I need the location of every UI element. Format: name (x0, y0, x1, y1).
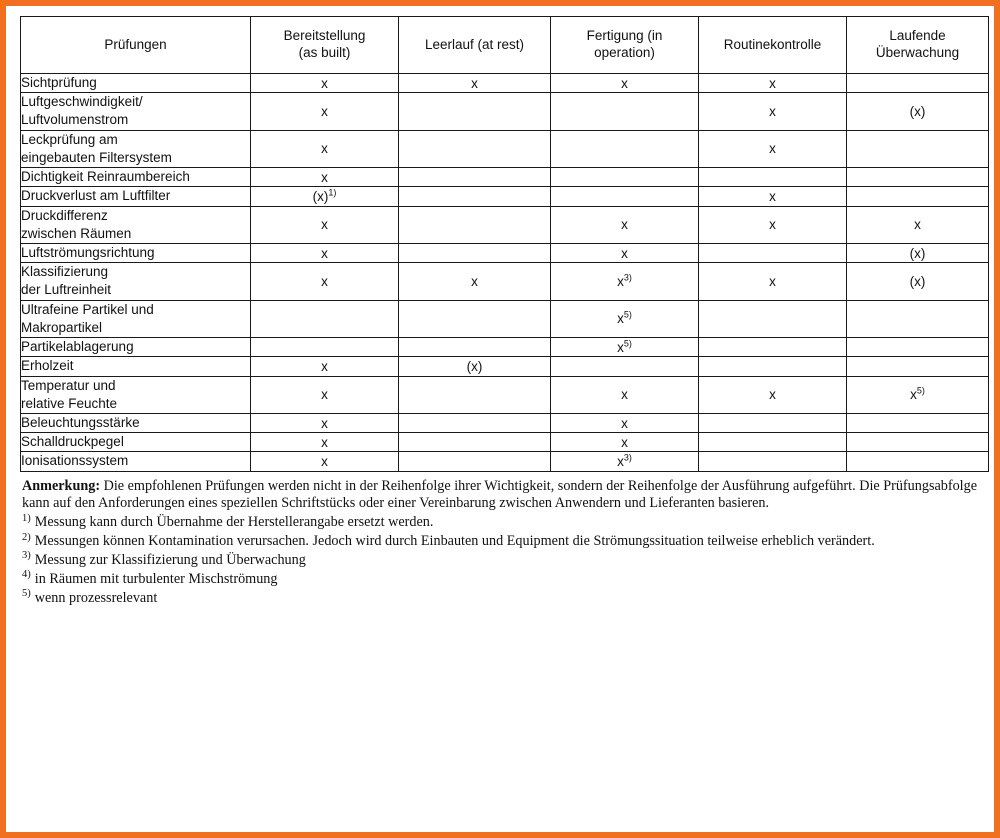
column-header-bereitstellung-line2: (as built) (298, 45, 351, 60)
note-anmerkung-text: Die empfohlenen Prüfungen werden nicht in der Reihenfolge ihrer Wichtigkeit, sondern der Reihenfolge der Ausführung aufgeführt. Die Prüfungsabfolge kann auf den Anforderungen eines speziellen Schriftstücks oder einer Vereinbarung zwischen Anwendern und Lieferanten basieren. (22, 477, 978, 512)
row-label-line: Druckverlust am Luftfilter (21, 188, 171, 204)
mark-value: x (321, 453, 328, 469)
mark-value: x (769, 103, 776, 119)
row-label-cell (21, 187, 251, 206)
mark-cell (251, 130, 399, 167)
mark-value: (x) (909, 273, 926, 289)
footnote-text: wenn prozessrelevant (34, 589, 158, 606)
mark-cell (847, 243, 989, 262)
mark-value: x (321, 169, 328, 185)
mark-cell (699, 357, 847, 376)
mark-cell (551, 168, 699, 187)
mark-cell (399, 206, 551, 243)
row-label-cell (21, 357, 251, 376)
column-header-laufende-ueberwachung (847, 17, 989, 74)
mark-cell (699, 263, 847, 300)
mark-cell (251, 168, 399, 187)
mark-cell (399, 338, 551, 357)
mark-value: (x) (909, 103, 926, 119)
mark-cell (251, 187, 399, 206)
mark-cell (399, 433, 551, 452)
row-label-line: der Luftreinheit (21, 282, 112, 298)
mark-cell (551, 93, 699, 130)
mark-value: x (621, 415, 628, 431)
column-header-routinekontrolle-line1: Routinekontrolle (723, 36, 822, 52)
mark-value: x (769, 188, 776, 204)
row-label-cell (21, 433, 251, 452)
mark-cell (847, 168, 989, 187)
mark-value: x (769, 141, 776, 157)
column-header-pruefungen (21, 17, 251, 74)
mark-cell (399, 376, 551, 413)
mark-superscript: 5) (916, 385, 925, 396)
mark-value: x (321, 217, 328, 233)
mark-cell (399, 413, 551, 432)
mark-superscript: 5) (623, 309, 632, 320)
table-row (21, 452, 989, 471)
row-label-line: Temperatur und (21, 377, 116, 393)
footnote-marker: 1) (22, 512, 31, 524)
row-label-line: eingebauten Filtersystem (21, 149, 172, 165)
mark-cell (699, 243, 847, 262)
mark-cell (699, 93, 847, 130)
table-row (21, 300, 989, 337)
footnote-text: in Räumen mit turbulenter Mischströmung (34, 571, 278, 588)
mark-value: x (471, 273, 478, 289)
table-row (21, 168, 989, 187)
footnote-item (22, 514, 984, 532)
row-label-line: Luftströmungsrichtung (21, 244, 155, 260)
mark-value: x (621, 434, 628, 450)
row-label-line: Dichtigkeit Reinraumbereich (21, 169, 190, 185)
mark-value: x (769, 387, 776, 403)
table-row (21, 433, 989, 452)
row-label-line: Beleuchtungsstärke (21, 414, 140, 430)
column-header-bereitstellung (251, 17, 399, 74)
footnote-marker: 3) (22, 550, 31, 562)
row-label-line: Schalldruckpegel (21, 434, 124, 450)
mark-cell (551, 338, 699, 357)
mark-value: x (621, 217, 628, 233)
row-label-line: Erholzeit (21, 358, 74, 374)
footnote-item (22, 552, 984, 570)
column-header-laufende-ueberwachung-line2: Überwachung (875, 45, 960, 60)
table-row (21, 413, 989, 432)
mark-cell (847, 74, 989, 93)
cleanroom-test-matrix-table (20, 16, 989, 472)
mark-cell (251, 452, 399, 471)
mark-cell (551, 263, 699, 300)
footnote-marker: 5) (22, 588, 31, 600)
row-label-cell (21, 413, 251, 432)
mark-cell (847, 452, 989, 471)
column-header-laufende-ueberwachung-line1: Laufende (889, 28, 946, 44)
mark-cell (399, 187, 551, 206)
column-header-leerlauf-line1: Leerlauf (at rest) (424, 36, 525, 52)
mark-cell (399, 357, 551, 376)
column-header-bereitstellung-line1: Bereitstellung (283, 28, 366, 44)
mark-cell (551, 433, 699, 452)
mark-superscript: 5) (623, 338, 632, 349)
row-label-cell (21, 74, 251, 93)
mark-cell (847, 413, 989, 432)
mark-value: x (321, 358, 328, 374)
mark-cell (551, 357, 699, 376)
mark-cell (847, 300, 989, 337)
row-label-line: Druckdifferenz (21, 207, 108, 223)
row-label-cell (21, 452, 251, 471)
table-row (21, 376, 989, 413)
mark-value: x (321, 103, 328, 119)
table-row (21, 243, 989, 262)
mark-value: x (321, 141, 328, 157)
mark-cell (251, 357, 399, 376)
footnote-item (22, 571, 984, 589)
mark-cell (551, 187, 699, 206)
mark-cell (551, 130, 699, 167)
row-label-cell (21, 168, 251, 187)
mark-cell (399, 74, 551, 93)
mark-cell (847, 93, 989, 130)
notes-section (22, 478, 984, 608)
table-row (21, 338, 989, 357)
mark-cell (847, 338, 989, 357)
row-label-line: Klassifizierung (21, 264, 109, 280)
mark-cell (399, 263, 551, 300)
mark-cell (251, 376, 399, 413)
footnote-marker: 4) (22, 569, 31, 581)
column-header-routinekontrolle (699, 17, 847, 74)
row-label-line: Sichtprüfung (21, 75, 97, 90)
mark-cell (699, 187, 847, 206)
mark-cell (399, 130, 551, 167)
footnote-marker: 2) (22, 531, 31, 543)
mark-cell (847, 263, 989, 300)
mark-value: x (621, 387, 628, 403)
mark-cell (699, 338, 847, 357)
row-label-line: Makropartikel (21, 319, 103, 335)
mark-cell (551, 300, 699, 337)
mark-value: x (617, 453, 624, 469)
note-anmerkung-label: Anmerkung: (22, 477, 101, 494)
row-label-cell (21, 376, 251, 413)
mark-value: x (914, 217, 921, 233)
mark-value: x (471, 75, 478, 91)
row-label-line: Ionisationssystem (21, 453, 129, 469)
mark-cell (699, 168, 847, 187)
mark-cell (551, 452, 699, 471)
table-body (21, 74, 989, 472)
mark-value: (x) (909, 245, 926, 261)
mark-cell (251, 263, 399, 300)
column-header-pruefungen-line1: Prüfungen (104, 36, 167, 52)
row-label-cell (21, 243, 251, 262)
mark-value: x (321, 434, 328, 450)
mark-cell (847, 187, 989, 206)
row-label-cell (21, 130, 251, 167)
mark-value: x (617, 311, 624, 327)
mark-cell (251, 433, 399, 452)
table-row (21, 206, 989, 243)
footnote-item (22, 533, 984, 551)
mark-cell (699, 433, 847, 452)
footnote-text: Messung kann durch Übernahme der Herstellerangabe ersetzt werden. (34, 514, 434, 531)
row-label-line: Luftgeschwindigkeit/ (21, 94, 143, 110)
row-label-line: Ultrafeine Partikel und (21, 301, 154, 317)
table-row (21, 93, 989, 130)
mark-cell (551, 74, 699, 93)
table-header (21, 17, 989, 74)
table-row (21, 130, 989, 167)
row-label-line: Partikelablagerung (21, 339, 134, 355)
mark-cell (847, 376, 989, 413)
mark-value: x (321, 387, 328, 403)
mark-cell (551, 376, 699, 413)
mark-cell (551, 413, 699, 432)
mark-cell (699, 74, 847, 93)
mark-value: x (769, 75, 776, 91)
mark-value: x (321, 245, 328, 261)
mark-cell (251, 243, 399, 262)
mark-value: x (321, 273, 328, 289)
table-row (21, 263, 989, 300)
row-label-line: zwischen Räumen (21, 225, 132, 241)
note-anmerkung (22, 478, 984, 514)
footnote-text: Messung zur Klassifizierung und Überwachung (34, 552, 306, 569)
mark-value: (x) (466, 358, 483, 374)
mark-cell (699, 300, 847, 337)
footnotes-list (22, 514, 984, 607)
mark-cell (399, 243, 551, 262)
mark-cell (399, 168, 551, 187)
footnote-item (22, 590, 984, 608)
mark-cell (847, 433, 989, 452)
table-row (21, 187, 989, 206)
row-label-line: Luftvolumenstrom (21, 112, 129, 128)
row-label-cell (21, 93, 251, 130)
mark-cell (699, 206, 847, 243)
mark-cell (399, 300, 551, 337)
column-header-leerlauf (399, 17, 551, 74)
row-label-line: Leckprüfung am (21, 131, 118, 147)
document-content (12, 12, 988, 826)
mark-cell (847, 206, 989, 243)
mark-cell (847, 130, 989, 167)
mark-value: x (617, 339, 624, 355)
mark-cell (551, 243, 699, 262)
table-row (21, 357, 989, 376)
mark-value: x (617, 273, 624, 289)
mark-value: x (621, 75, 628, 91)
column-header-fertigung-line2: operation) (594, 45, 655, 60)
mark-value: x (769, 217, 776, 233)
mark-value: x (321, 415, 328, 431)
mark-cell (251, 338, 399, 357)
mark-cell (251, 93, 399, 130)
table-header-row (21, 17, 989, 74)
mark-cell (699, 452, 847, 471)
mark-value: x (769, 273, 776, 289)
mark-cell (251, 206, 399, 243)
row-label-cell (21, 263, 251, 300)
mark-cell (251, 413, 399, 432)
mark-cell (251, 74, 399, 93)
mark-superscript: 1) (328, 187, 337, 198)
mark-value: x (910, 387, 917, 403)
row-label-line: relative Feuchte (21, 395, 118, 411)
column-header-fertigung-line1: Fertigung (in (586, 28, 663, 44)
mark-cell (251, 300, 399, 337)
mark-value: x (621, 245, 628, 261)
mark-cell (699, 130, 847, 167)
mark-cell (847, 357, 989, 376)
row-label-cell (21, 206, 251, 243)
mark-value: (x) (312, 188, 329, 204)
mark-cell (699, 413, 847, 432)
footnote-text: Messungen können Kontamination verursachen. Jedoch wird durch Einbauten und Equipment die Strömungssituation teilweise erheblich verändert. (34, 533, 875, 550)
table-row (21, 74, 989, 93)
mark-value: x (321, 75, 328, 91)
mark-cell (551, 206, 699, 243)
mark-cell (699, 376, 847, 413)
mark-cell (399, 93, 551, 130)
mark-superscript: 3) (623, 452, 632, 463)
column-header-fertigung (551, 17, 699, 74)
row-label-cell (21, 338, 251, 357)
row-label-cell (21, 300, 251, 337)
mark-cell (399, 452, 551, 471)
mark-superscript: 3) (623, 272, 632, 283)
